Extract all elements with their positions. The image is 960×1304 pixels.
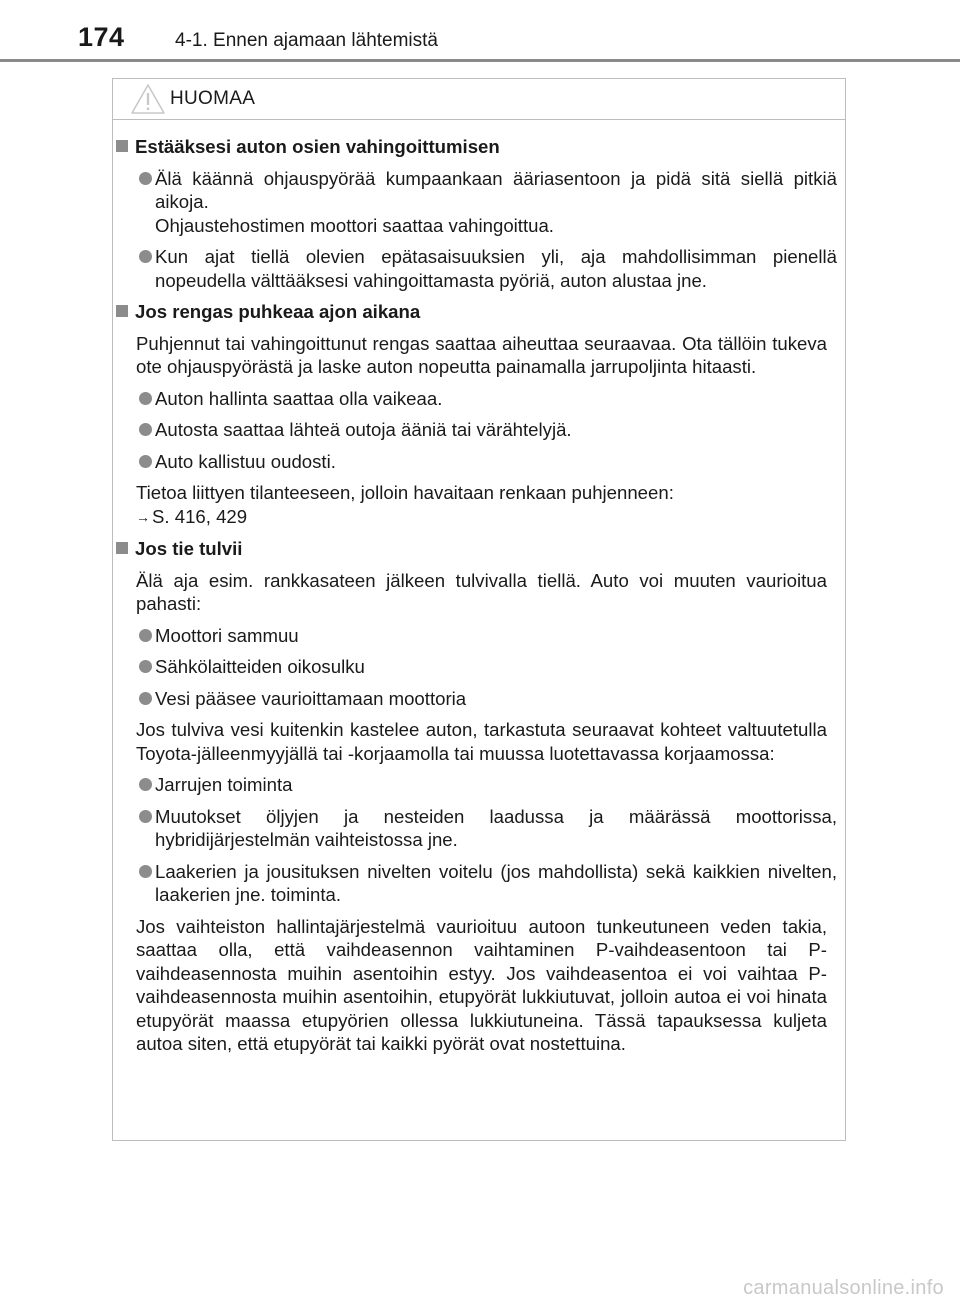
square-bullet-icon [116, 305, 128, 317]
list-item: Laakerien ja jousituksen nivelten voitelu (jos mahdollista) sekä kaikkien nivelten, laakerien jne. toiminta. [113, 860, 845, 907]
round-bullet-icon [139, 423, 152, 436]
section-title: 4-1. Ennen ajamaan lähtemistä [175, 30, 438, 51]
list-item: Älä käännä ohjauspyörää kumpaankaan ääriasentoon ja pidä sitä siellä pitkiä aikoja. Ohjaustehostimen moottori saattaa vahingoittua. [113, 167, 845, 238]
list-item: Autosta saattaa lähteä outoja ääniä tai värähtelyjä. [113, 418, 845, 442]
list-item: Muutokset öljyjen ja nesteiden laadussa ja määrässä moottorissa, hybridijärjestelmän vaihteistossa jne. [113, 805, 845, 852]
arrow-right-icon: → [136, 508, 150, 525]
round-bullet-icon [139, 810, 152, 823]
round-bullet-icon [139, 455, 152, 468]
list-item: Auto kallistuu oudosti. [113, 450, 845, 474]
round-bullet-icon [139, 392, 152, 405]
square-bullet-icon [116, 542, 128, 554]
section-heading: Jos rengas puhkeaa ajon aikana [113, 300, 845, 324]
square-bullet-icon [116, 140, 128, 152]
round-bullet-icon [139, 692, 152, 705]
header-divider [0, 59, 960, 62]
list-item: Vesi pääsee vaurioittamaan moottoria [113, 687, 845, 711]
list-item: Jarrujen toiminta [113, 773, 845, 797]
round-bullet-icon [139, 172, 152, 185]
paragraph: Tietoa liittyen tilanteeseen, jolloin havaitaan renkaan puhjenneen: → S. 416, 429 [113, 481, 845, 529]
list-item: Auton hallinta saattaa olla vaikeaa. [113, 387, 845, 411]
round-bullet-icon [139, 865, 152, 878]
section-heading: Jos tie tulvii [113, 537, 845, 561]
notice-header [113, 79, 845, 120]
round-bullet-icon [139, 250, 152, 263]
round-bullet-icon [139, 660, 152, 673]
watermark: carmanualsonline.info [743, 1277, 944, 1299]
warning-triangle-icon [130, 83, 166, 115]
paragraph: Jos vaihteiston hallintajärjestelmä vaurioituu autoon tunkeutuneen veden takia, saattaa olla, että vaihdeasennon vaihtaminen P-vaihdeasentoon tai P-vaihdeasennosta muihin asentoihin estyy. Jos vaihdeasentoa ei voi vaihtaa P-vaihdeasennosta muihin asentoihin, etupyörät lukkiutuvat, jolloin autoa ei voi hinata etupyörät maassa etupyörien ollessa lukkiutuneina. Tässä tapauksessa kuljeta autoa siten, että etupyörät tai kaikki pyörät ovat nostettuina. [136, 915, 827, 1054]
notice-content [113, 135, 845, 1064]
paragraph: Älä aja esim. rankkasateen jälkeen tulvivalla tiellä. Auto voi muuten vaurioitua pahasti: [136, 569, 827, 614]
paragraph: Puhjennut tai vahingoittunut rengas saattaa aiheuttaa seuraavaa. Ota tällöin tukeva ote ohjauspyörästä ja laske auton nopeutta painamalla jarrupoljinta hitaasti. [136, 332, 827, 377]
notice-label: HUOMAA [170, 88, 256, 109]
page-reference: → S. 416, 429 [136, 505, 827, 530]
page-number: 174 [78, 22, 125, 52]
notice-box [112, 78, 846, 1141]
list-item: Sähkölaitteiden oikosulku [113, 655, 845, 679]
section-heading: Estääksesi auton osien vahingoittumisen [113, 135, 845, 159]
round-bullet-icon [139, 778, 152, 791]
page-header [0, 0, 960, 62]
round-bullet-icon [139, 629, 152, 642]
list-item: Moottori sammuu [113, 624, 845, 648]
paragraph: Jos tulviva vesi kuitenkin kastelee auton, tarkastuta seuraavat kohteet valtuutetulla Toyota-jälleenmyyjällä tai -korjaamolla tai muussa luotettavassa korjaamossa: [136, 719, 827, 764]
list-item: Kun ajat tiellä olevien epätasaisuuksien yli, aja mahdollisimman pienellä nopeudella välttääksesi vahingoittamasta pyöriä, auton alustaa jne. [113, 245, 845, 292]
